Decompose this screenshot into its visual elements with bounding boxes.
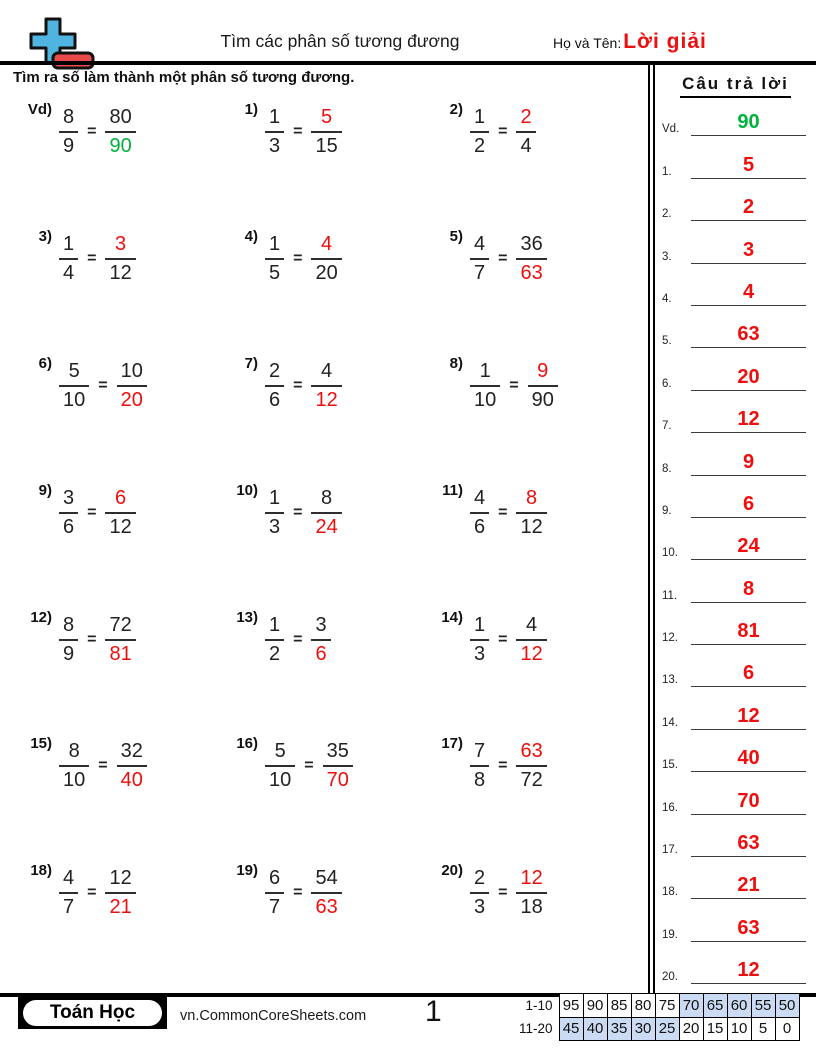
- problem: [0, 477, 206, 545]
- score-cell: 80: [631, 994, 655, 1018]
- answer-row: [655, 942, 816, 984]
- given-fraction: [265, 359, 284, 413]
- given-fraction: [470, 105, 489, 159]
- given-denominator: 10: [63, 769, 86, 792]
- score-cell: 35: [607, 1017, 631, 1041]
- equivalent-denominator: 20: [120, 388, 143, 411]
- answer-blank: 6: [691, 494, 806, 518]
- answer-blank: 2: [691, 197, 806, 221]
- answer-row: [655, 687, 816, 729]
- equivalent-numerator: 8: [311, 486, 341, 514]
- equivalent-fraction: [516, 613, 546, 667]
- problem-number: 15): [30, 735, 52, 753]
- given-numerator: 1: [265, 232, 284, 260]
- score-cell: 15: [703, 1017, 727, 1041]
- problem: [206, 857, 411, 925]
- equivalent-fraction: [311, 486, 341, 540]
- answer-blank: 12: [691, 409, 806, 433]
- equivalent-numerator: 5: [311, 105, 341, 133]
- problem-number: 4): [244, 227, 258, 245]
- answer-blank: 63: [691, 324, 806, 348]
- score-cell: 10: [727, 1017, 751, 1041]
- answer-row: [655, 899, 816, 941]
- equivalent-fraction: [323, 739, 353, 793]
- answer-blank: 8: [691, 579, 806, 603]
- given-fraction: [59, 232, 78, 286]
- answer-row: [655, 433, 816, 475]
- answer-label: 2.: [662, 208, 672, 221]
- problem: [206, 223, 411, 291]
- equals-sign: =: [509, 376, 519, 394]
- given-numerator: 1: [265, 613, 284, 641]
- problem: [0, 350, 206, 418]
- equivalent-denominator: 18: [520, 896, 543, 919]
- score-cell: 20: [679, 1017, 703, 1041]
- equals-sign: =: [498, 884, 508, 902]
- answer-label: 13.: [662, 674, 678, 687]
- given-numerator: 4: [59, 866, 78, 894]
- problem-number: Vd): [27, 101, 52, 118]
- answer-row: [655, 221, 816, 263]
- equivalent-numerator: 4: [311, 359, 341, 387]
- score-cell: 30: [631, 1017, 655, 1041]
- answer-row: [655, 518, 816, 560]
- given-fraction: [59, 486, 78, 540]
- equivalent-denominator: 90: [531, 388, 554, 411]
- equivalent-numerator: 3: [105, 232, 135, 260]
- answer-label: 5.: [662, 335, 672, 348]
- problem-number: 12): [30, 608, 52, 626]
- score-cell: 75: [655, 994, 679, 1018]
- equals-sign: =: [498, 123, 508, 140]
- score-cell: 50: [775, 994, 799, 1018]
- given-numerator: 1: [265, 486, 284, 514]
- problem-number: 18): [30, 862, 52, 880]
- answer-label: 9.: [662, 504, 672, 517]
- problem-number: 10): [236, 481, 258, 499]
- equivalent-denominator: 63: [520, 261, 543, 284]
- given-numerator: 8: [59, 613, 78, 641]
- equivalent-numerator: 12: [516, 866, 546, 894]
- equivalent-fraction: [311, 866, 341, 920]
- score-cell: 5: [751, 1017, 775, 1041]
- score-table: [519, 993, 800, 1041]
- problem: [411, 730, 648, 798]
- answer-row: [655, 603, 816, 645]
- given-fraction: [470, 232, 489, 286]
- given-fraction: [470, 359, 500, 413]
- answer-label: 3.: [662, 250, 672, 263]
- given-denominator: 9: [63, 135, 75, 157]
- equivalent-denominator: 81: [109, 642, 132, 665]
- answer-label: 11.: [662, 589, 678, 602]
- problem: [411, 604, 648, 672]
- score-cell: 65: [703, 994, 727, 1018]
- given-denominator: 3: [474, 642, 486, 665]
- equals-sign: =: [87, 884, 97, 902]
- answer-label: 20.: [662, 971, 678, 984]
- given-fraction: [59, 866, 78, 920]
- problem: [0, 223, 206, 291]
- answer-blank: 4: [691, 282, 806, 306]
- score-cell: 90: [583, 994, 607, 1018]
- answer-blank: 63: [691, 833, 806, 857]
- answer-blank: 9: [691, 452, 806, 476]
- given-denominator: 3: [269, 515, 281, 538]
- equals-sign: =: [87, 503, 97, 521]
- equivalent-fraction: [105, 105, 135, 159]
- answer-row: [655, 179, 816, 221]
- problem-number: 9): [38, 481, 52, 499]
- problem: [411, 223, 648, 291]
- given-denominator: 5: [269, 261, 281, 284]
- answer-label: 18.: [662, 886, 678, 899]
- equals-sign: =: [498, 757, 508, 775]
- equivalent-numerator: 4: [311, 232, 341, 260]
- answers-title-text: Câu trả lời: [680, 74, 791, 98]
- equivalent-fraction: [516, 739, 546, 793]
- answer-blank: 12: [691, 706, 806, 730]
- problem-number: 20): [441, 862, 463, 880]
- answer-blank: 90: [691, 112, 806, 136]
- given-denominator: 6: [63, 515, 75, 538]
- equivalent-numerator: 63: [516, 739, 546, 767]
- answer-row: [655, 815, 816, 857]
- answer-blank: 40: [691, 748, 806, 772]
- problem-number: 2): [449, 101, 463, 118]
- problems-grid: [0, 96, 648, 984]
- problem: [0, 730, 206, 798]
- equivalent-fraction: [311, 105, 341, 159]
- problem-number: 7): [244, 354, 258, 372]
- given-denominator: 9: [63, 642, 75, 665]
- problem-number: 5): [449, 227, 463, 245]
- score-cell: 85: [607, 994, 631, 1018]
- equivalent-denominator: 90: [109, 135, 132, 157]
- answer-label: 16.: [662, 801, 678, 814]
- equals-sign: =: [293, 503, 303, 521]
- given-denominator: 8: [474, 769, 486, 792]
- answer-row: [655, 772, 816, 814]
- equivalent-fraction: [117, 359, 147, 413]
- equivalent-numerator: 80: [105, 105, 135, 133]
- equals-sign: =: [98, 376, 108, 394]
- given-fraction: [470, 866, 489, 920]
- answer-label: 8.: [662, 462, 672, 475]
- answers-list: [655, 94, 816, 984]
- given-numerator: 2: [265, 359, 284, 387]
- equivalent-denominator: 70: [326, 769, 349, 792]
- equivalent-fraction: [516, 866, 546, 920]
- equivalent-denominator: 20: [315, 261, 338, 284]
- problem: [411, 96, 648, 164]
- given-denominator: 2: [474, 135, 486, 157]
- name-label: Họ và Tên:: [553, 35, 622, 51]
- equivalent-fraction: [105, 486, 135, 540]
- answer-blank: 81: [691, 621, 806, 645]
- equals-sign: =: [293, 249, 303, 267]
- given-fraction: [59, 613, 78, 667]
- equals-sign: =: [293, 884, 303, 902]
- given-fraction: [59, 359, 89, 413]
- given-fraction: [59, 105, 78, 159]
- answer-blank: 63: [691, 918, 806, 942]
- equals-sign: =: [498, 630, 508, 648]
- answer-row: [655, 560, 816, 602]
- problem: [0, 857, 206, 925]
- answer-row: [655, 306, 816, 348]
- given-numerator: 4: [470, 232, 489, 260]
- equivalent-fraction: [528, 359, 558, 413]
- given-denominator: 2: [269, 642, 281, 665]
- score-cell: 60: [727, 994, 751, 1018]
- given-fraction: [265, 739, 295, 793]
- name-area: [553, 30, 707, 54]
- equivalent-fraction: [516, 486, 546, 540]
- given-denominator: 6: [269, 388, 281, 411]
- given-numerator: 5: [59, 359, 89, 387]
- equivalent-fraction: [105, 232, 135, 286]
- answer-blank: 70: [691, 791, 806, 815]
- equivalent-denominator: 12: [315, 388, 338, 411]
- equivalent-numerator: 72: [105, 613, 135, 641]
- score-cell: 25: [655, 1017, 679, 1041]
- equivalent-denominator: 63: [315, 896, 338, 919]
- score-cell: 40: [583, 1017, 607, 1041]
- answer-row: [655, 94, 816, 136]
- equivalent-denominator: 4: [520, 135, 532, 157]
- equals-sign: =: [293, 376, 303, 394]
- equivalent-numerator: 35: [323, 739, 353, 767]
- vertical-divider: [648, 65, 655, 994]
- equivalent-denominator: 12: [109, 261, 132, 284]
- equivalent-denominator: 24: [315, 515, 338, 538]
- problem-number: 17): [441, 735, 463, 753]
- equivalent-fraction: [105, 866, 135, 920]
- problem: [206, 730, 411, 798]
- header-divider-line: [0, 61, 816, 65]
- equivalent-denominator: 12: [520, 642, 543, 665]
- problem-number: 13): [236, 608, 258, 626]
- equivalent-denominator: 6: [315, 642, 327, 665]
- answer-label: 6.: [662, 377, 672, 390]
- problem: [411, 350, 648, 418]
- equivalent-denominator: 72: [520, 769, 543, 792]
- answer-label: 15.: [662, 759, 678, 772]
- given-denominator: 7: [269, 896, 281, 919]
- problem: [206, 604, 411, 672]
- problem-number: 8): [449, 354, 463, 372]
- given-fraction: [470, 613, 489, 667]
- score-cell: 45: [559, 1017, 583, 1041]
- equals-sign: =: [87, 249, 97, 267]
- equivalent-denominator: 40: [120, 769, 143, 792]
- given-fraction: [470, 486, 489, 540]
- given-fraction: [265, 613, 284, 667]
- equivalent-fraction: [311, 613, 330, 667]
- given-numerator: 7: [470, 739, 489, 767]
- equivalent-numerator: 54: [311, 866, 341, 894]
- score-cell: 95: [559, 994, 583, 1018]
- given-denominator: 10: [63, 388, 86, 411]
- equals-sign: =: [498, 249, 508, 267]
- equivalent-fraction: [311, 232, 341, 286]
- score-row-label: 11-20: [519, 1021, 553, 1037]
- equivalent-numerator: 4: [516, 613, 546, 641]
- equivalent-fraction: [117, 739, 147, 793]
- given-numerator: 1: [265, 105, 284, 133]
- given-numerator: 1: [59, 232, 78, 260]
- given-denominator: 3: [474, 896, 486, 919]
- problem: [206, 477, 411, 545]
- answer-blank: 24: [691, 536, 806, 560]
- given-numerator: 4: [470, 486, 489, 514]
- answer-label: Vd.: [662, 123, 680, 136]
- answer-label: 1.: [662, 165, 672, 178]
- problem: [0, 604, 206, 672]
- equivalent-fraction: [516, 105, 535, 159]
- score-row-label: 1-10: [525, 997, 553, 1013]
- website-text: vn.CommonCoreSheets.com: [180, 1008, 367, 1024]
- equivalent-denominator: 21: [109, 896, 132, 919]
- given-fraction: [265, 486, 284, 540]
- answer-label: 19.: [662, 928, 678, 941]
- problem: [411, 477, 648, 545]
- equivalent-fraction: [105, 613, 135, 667]
- equals-sign: =: [293, 123, 303, 140]
- problem-number: 11): [442, 481, 463, 499]
- answer-blank: 3: [691, 240, 806, 264]
- answer-label: 7.: [662, 420, 672, 433]
- equivalent-fraction: [516, 232, 546, 286]
- problem-number: 14): [441, 608, 463, 626]
- given-numerator: 1: [470, 105, 489, 133]
- equals-sign: =: [87, 630, 97, 648]
- brand-box: [18, 996, 167, 1029]
- equivalent-numerator: 6: [105, 486, 135, 514]
- answer-label: 10.: [662, 547, 678, 560]
- given-numerator: 8: [59, 739, 89, 767]
- answer-row: [655, 645, 816, 687]
- given-numerator: 3: [59, 486, 78, 514]
- answer-blank: 12: [691, 960, 806, 984]
- answer-blank: 6: [691, 663, 806, 687]
- given-fraction: [59, 739, 89, 793]
- given-fraction: [265, 105, 284, 159]
- given-numerator: 8: [59, 105, 78, 133]
- answer-label: 14.: [662, 716, 678, 729]
- score-cell: 0: [775, 1017, 799, 1041]
- answer-blank: 21: [691, 875, 806, 899]
- given-denominator: 10: [474, 388, 497, 411]
- answer-blank: 20: [691, 367, 806, 391]
- equivalent-fraction: [311, 359, 341, 413]
- equivalent-denominator: 15: [315, 135, 338, 157]
- equals-sign: =: [293, 630, 303, 648]
- problem: [411, 857, 648, 925]
- problem-number: 1): [244, 101, 258, 118]
- problem-number: 3): [38, 227, 52, 245]
- equivalent-numerator: 9: [528, 359, 558, 387]
- given-denominator: 10: [269, 769, 292, 792]
- page-title: Tìm các phân số tương đương: [220, 31, 460, 51]
- problem: [206, 96, 411, 164]
- equivalent-numerator: 10: [117, 359, 147, 387]
- problem-number: 19): [236, 862, 258, 880]
- answer-row: [655, 264, 816, 306]
- answer-label: 12.: [662, 632, 678, 645]
- name-value: Lời giải: [623, 30, 707, 53]
- equivalent-numerator: 3: [311, 613, 330, 641]
- equivalent-numerator: 8: [516, 486, 546, 514]
- given-denominator: 6: [474, 515, 486, 538]
- instruction-text: Tìm ra số làm thành một phân số tương đương.: [13, 69, 355, 86]
- given-fraction: [265, 232, 284, 286]
- brand-pill: Toán Học: [23, 1000, 162, 1026]
- problem-number: 16): [236, 735, 258, 753]
- equivalent-denominator: 12: [520, 515, 543, 538]
- answer-label: 4.: [662, 292, 672, 305]
- equivalent-numerator: 2: [516, 105, 535, 133]
- score-cell: 55: [751, 994, 775, 1018]
- given-numerator: 6: [265, 866, 284, 894]
- equivalent-numerator: 36: [516, 232, 546, 260]
- page-number: 1: [425, 995, 442, 1028]
- given-denominator: 3: [269, 135, 281, 157]
- given-denominator: 4: [63, 261, 75, 284]
- given-numerator: 2: [470, 866, 489, 894]
- score-cell: 70: [679, 994, 703, 1018]
- problem: [206, 350, 411, 418]
- equals-sign: =: [304, 757, 314, 775]
- answer-row: [655, 857, 816, 899]
- given-fraction: [470, 739, 489, 793]
- given-numerator: 1: [470, 359, 500, 387]
- given-fraction: [265, 866, 284, 920]
- equals-sign: =: [498, 503, 508, 521]
- given-numerator: 1: [470, 613, 489, 641]
- given-numerator: 5: [265, 739, 295, 767]
- answer-row: [655, 136, 816, 178]
- problem: [0, 96, 206, 164]
- answer-row: [655, 348, 816, 390]
- answer-row: [655, 730, 816, 772]
- problem-number: 6): [38, 354, 52, 372]
- answer-row: [655, 476, 816, 518]
- given-denominator: 7: [63, 896, 75, 919]
- equivalent-numerator: 12: [105, 866, 135, 894]
- equivalent-denominator: 12: [109, 515, 132, 538]
- equivalent-numerator: 32: [117, 739, 147, 767]
- equals-sign: =: [87, 123, 97, 140]
- given-denominator: 7: [474, 261, 486, 284]
- answer-blank: 5: [691, 155, 806, 179]
- equals-sign: =: [98, 757, 108, 775]
- answer-label: 17.: [662, 844, 678, 857]
- answer-row: [655, 391, 816, 433]
